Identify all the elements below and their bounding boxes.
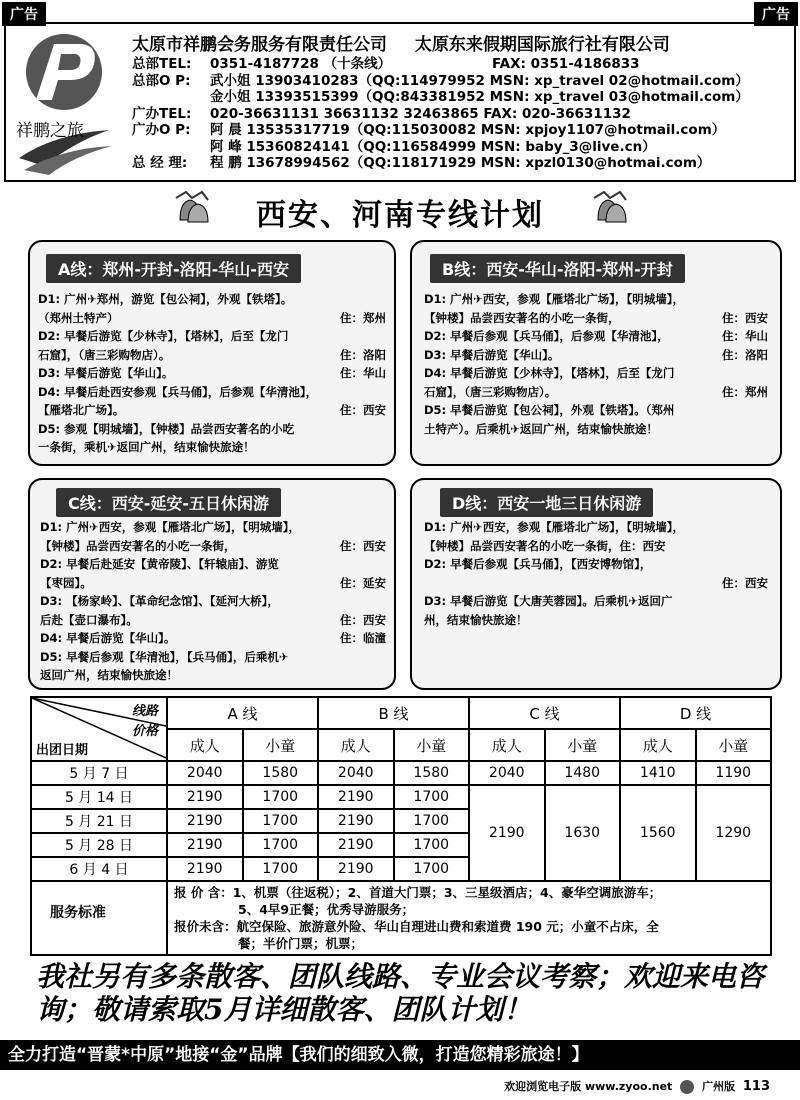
company-header	[4, 22, 796, 182]
footer-edition: 广州版	[702, 1080, 736, 1093]
corner-date: 出团日期	[36, 743, 89, 758]
adult-header: 成人	[318, 729, 394, 761]
route-b-title: B线：西安-华山-洛阳-郑州-开封	[430, 254, 685, 283]
route-a-itinerary: D1: 广州✈郑州，游览【包公祠】，外观【铁塔】。 （郑州土特产） 住：郑州 D2: 早餐后游览【少林寺】，【塔林】，后至【龙门 石窟】，（唐三彩购物店）。 住：洛阳 D3: 早餐后游览【华山】。 住：华山 D4: 早餐后赴西安参观【兵马俑】，后参观【华清池】， 【雁塔北广场】。 住：西安 D5: 参观【明城墙】，【钟楼】品尝西安著名的小吃 一条街，乘机✈返回广州，结束愉快旅途！	[38, 292, 386, 454]
child-header: 小童	[696, 729, 772, 761]
service-text: 报 价 含：1、机票（往返税）；2、首道大门票；3、三星级酒店；4、豪华空调旅游车； 5、4早9正餐；优秀导游服务； 报价未含：航空保险、旅游意外险、华山自理进山费和索道费 190 元；小童不占床，全 餐；半价门票；机票；	[174, 885, 662, 951]
contact-row: 广办O P: 阿 晨 13535317719（QQ:115030082 MSN: xpjoy1107@hotmail.com）	[132, 122, 726, 138]
service-standard	[30, 880, 772, 956]
ad-label-left: 广告	[2, 2, 46, 26]
title-area	[0, 190, 800, 240]
child-header: 小童	[394, 729, 470, 761]
table-row: 5 月 14 日 2190 1700 2190 1700 2190 1630 1560 1290	[31, 785, 771, 809]
table-row: 6 月 4 日 2190 1700 2190 1700	[31, 857, 771, 881]
page-title: 西安、河南专线计划	[256, 198, 544, 233]
child-header: 小童	[243, 729, 319, 761]
merged-c-adult: 2190	[469, 785, 545, 881]
contact-row: 广办TEL: 020-36631131 36631132 32463865 FAX: 020-36631132	[132, 105, 631, 122]
company-name-1: 太原市祥鹏会务服务有限责任公司	[132, 35, 387, 55]
company-name-2: 太原东来假期国际旅行社有限公司	[414, 35, 670, 55]
slogan-bar: 全力打造“晋蒙*中原”地接“金”品牌【我们的细致入微，打造您精彩旅途！】	[0, 1040, 800, 1070]
price-table	[30, 696, 772, 882]
route-b-itinerary: D1: 广州✈西安，参观【雁塔北广场】，【明城墙】， 【钟楼】品尝西安著名的小吃一条街， 住：西安 D2: 早餐后参观【兵马俑】，后参观【华清池】， 住：华山 D3: 早餐后游览【华山】。 住：洛阳 D4: 早餐后游览【少林寺】，【塔林】，后至【龙门 石窟】，（唐三彩购物店）。 住：郑州 D5: 早餐后游览【包公祠】，外观【铁塔】。（郑州 土特产）。后乘机✈返回广州，结束愉快旅途！	[424, 292, 768, 436]
route-c-itinerary: D1: 广州✈西安，参观【雁塔北广场】，【明城墙】， 【钟楼】品尝西安著名的小吃一条街， 住：西安 D2: 早餐后赴延安【黄帝陵】、【轩辕庙】、游览 【枣园】。 住：延安 D3: 【杨家岭】、【革命纪念馆】、【延河大桥】， 后赴【壶口瀑布】。 住：西安 D4: 早餐后游览【华山】。 住：临潼 D5: 早餐后参观【华清池】，【兵马俑】，后乘机✈ 返回广州，结束愉快旅途！	[40, 520, 386, 682]
route-header-b: B 线	[318, 697, 469, 729]
adult-header: 成人	[167, 729, 243, 761]
contact-row: 总部O P: 武小姐 13903410283（QQ:114979952 MSN: xp_travel 02@hotmail.com）	[132, 72, 749, 89]
contact-row: 金小姐 13393515399（QQ:843381952 MSN: xp_travel 03@hotmail.com）	[210, 89, 749, 105]
merged-c-child: 1630	[545, 785, 621, 881]
route-header-a: A 线	[167, 697, 318, 729]
page-footer	[504, 1078, 770, 1094]
adult-header: 成人	[469, 729, 545, 761]
ad-label-right: 广告	[754, 2, 798, 26]
company-logo-icon	[14, 30, 114, 175]
table-row: 5 月 7 日 2040 1580 2040 1580 2040 1480 1410 1190	[31, 761, 771, 785]
merged-d-adult: 1560	[620, 785, 696, 881]
adult-header: 成人	[620, 729, 696, 761]
page-number: 113	[742, 1079, 770, 1094]
logo-text: 祥鹏之旅	[16, 121, 84, 141]
merged-d-child: 1290	[696, 785, 772, 881]
contact-row: 阿 峰 15360824141（QQ:116584999 MSN: baby_3@live.cn）	[210, 138, 656, 155]
table-corner-cell	[31, 697, 167, 761]
contact-row: 总 经 理: 程 鹏 13678994562（QQ:118171929 MSN: xpzl0130@hotmai.com）	[132, 155, 711, 171]
contact-row: 总部TEL: 0351-4187728 （十条线） FAX: 0351-4186833	[132, 56, 640, 72]
route-d-itinerary: D1: 广州✈西安，参观【雁塔北广场】，【明城墙】， 【钟楼】品尝西安著名的小吃一条街，住：西安 D2: 早餐后参观【兵马俑】，【西安博物馆】， 住：西安 D3: 早餐后游览【大唐芙蓉园】。后乘机✈返回广 州，结束愉快旅途！	[424, 520, 768, 627]
service-label: 服务标准	[50, 905, 106, 921]
contact-list	[132, 56, 792, 172]
company-names	[132, 30, 692, 55]
route-header-c: C 线	[469, 697, 620, 729]
bell-icon	[172, 190, 212, 235]
footer-site: 欢迎浏览电子版 www.zyoo.net	[504, 1080, 673, 1093]
globe-icon	[680, 1080, 694, 1094]
route-header-d: D 线	[620, 697, 771, 729]
route-d-title: D线：西安一地三日休闲游	[440, 488, 653, 517]
table-row: 5 月 21 日 2190 1700 2190 1700	[31, 809, 771, 833]
route-a-title: A线：郑州-开封-洛阳-华山-西安	[46, 254, 301, 283]
bell-icon	[590, 190, 630, 235]
promo-text: 我社另有多条散客、团队线路、专业会议考察；欢迎来电咨询；敬请索取5月详细散客、团队计划！	[36, 960, 765, 1026]
route-c-title: C线：西安-延安-五日休闲游	[56, 488, 281, 517]
table-row: 5 月 28 日 2190 1700 2190 1700	[31, 833, 771, 857]
corner-price: 价格	[131, 724, 158, 739]
corner-route: 线路	[131, 704, 158, 719]
child-header: 小童	[545, 729, 621, 761]
